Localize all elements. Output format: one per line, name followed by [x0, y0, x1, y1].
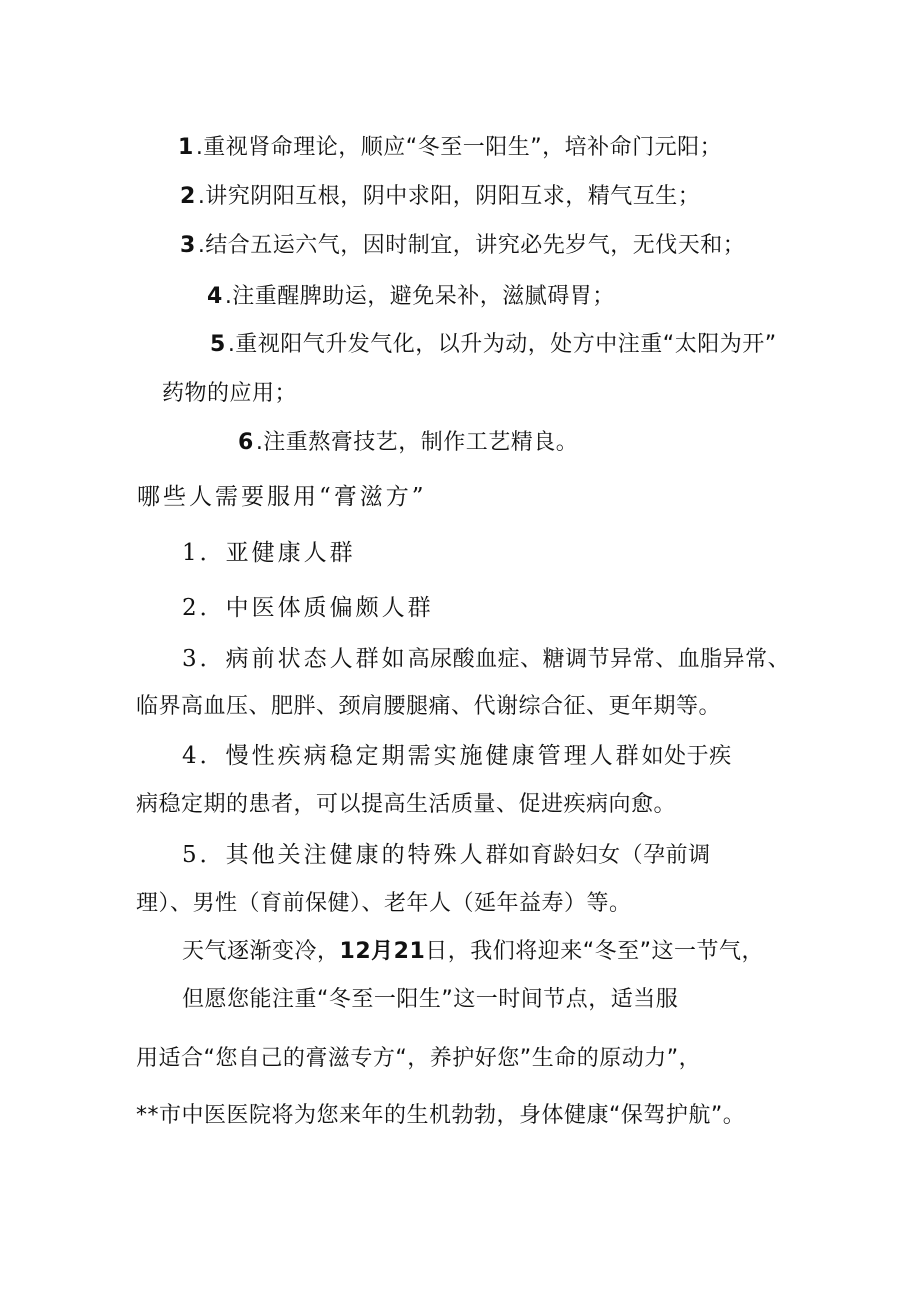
principle-number: 2 — [180, 184, 196, 209]
group-detail: 群如育龄妇女（孕前调 — [485, 843, 711, 868]
principle-item — [180, 231, 745, 261]
principle-text: .讲究阴阳互根，阴中求阳，阴阳互求，精气互生； — [197, 184, 701, 209]
principle-number: 1 — [178, 135, 194, 160]
group-continuation: 临界高血压、肥胖、颈肩腰腿痛、代谢综合征、更年期等。 — [136, 694, 722, 719]
principle-item — [207, 282, 615, 312]
closing-date: 12月21 — [339, 939, 426, 964]
group-detail: 如处于疾 — [641, 744, 732, 769]
group-item — [182, 741, 732, 772]
group-continuation: 理）、男性（育前保健）、老年人（延年益寿）等。 — [136, 891, 632, 916]
principle-item — [178, 133, 722, 163]
closing-line — [182, 937, 764, 967]
closing-line: 但愿您能注重“冬至一阳生”这一时间节点，适当服 — [182, 987, 679, 1012]
closing-text: 日，我们将迎来“冬至”这一节气， — [425, 939, 765, 964]
group-label: 4．慢性疾病稳定期需实施健康管理人群 — [182, 743, 642, 769]
principle-text: .注重醒脾助运，避免呆补，滋腻碍胃； — [224, 284, 615, 309]
principle-text: .重视肾命理论，顺应“冬至一阳生”，培补命门元阳； — [195, 135, 723, 160]
group-label: 5．其他关注健康的特殊人 — [182, 842, 486, 868]
group-item — [182, 840, 711, 871]
closing-text: 天气逐渐变冷， — [182, 939, 340, 964]
group-label: 3．病前状态人群如 — [182, 646, 408, 672]
group-item: 2．中医体质偏颇人群 — [182, 595, 434, 621]
principle-text: .注重熬膏技艺，制作工艺精良。 — [255, 430, 579, 455]
principle-continuation: 药物的应用； — [162, 381, 298, 406]
group-continuation: 病稳定期的患者，可以提高生活质量、促进疾病向愈。 — [136, 792, 677, 817]
principle-number: 5 — [210, 332, 226, 357]
closing-line: **市中医医院将为您来年的生机勃勃，身体健康“保驾护航”。 — [136, 1103, 746, 1128]
group-detail: 高尿酸血症、糖调节异常、血脂异常、 — [407, 647, 791, 672]
principle-item — [210, 330, 777, 360]
principle-text: .结合五运六气，因时制宜，讲究必先岁气，无伐天和； — [197, 233, 746, 258]
principle-number: 6 — [238, 430, 254, 455]
principle-text: .重视阳气升发气化，以升为动，处方中注重“太阳为开” — [227, 332, 777, 357]
principle-number: 3 — [180, 233, 196, 258]
closing-line: 用适合“您自己的膏滋专方“，养护好您”生命的原动力”， — [136, 1046, 702, 1071]
principle-item — [238, 428, 578, 458]
principle-number: 4 — [207, 284, 223, 309]
section-heading: 哪些人需要服用“膏滋方” — [137, 484, 427, 510]
group-item — [182, 644, 790, 675]
principle-item — [180, 182, 700, 212]
group-item: 1．亚健康人群 — [182, 540, 356, 566]
